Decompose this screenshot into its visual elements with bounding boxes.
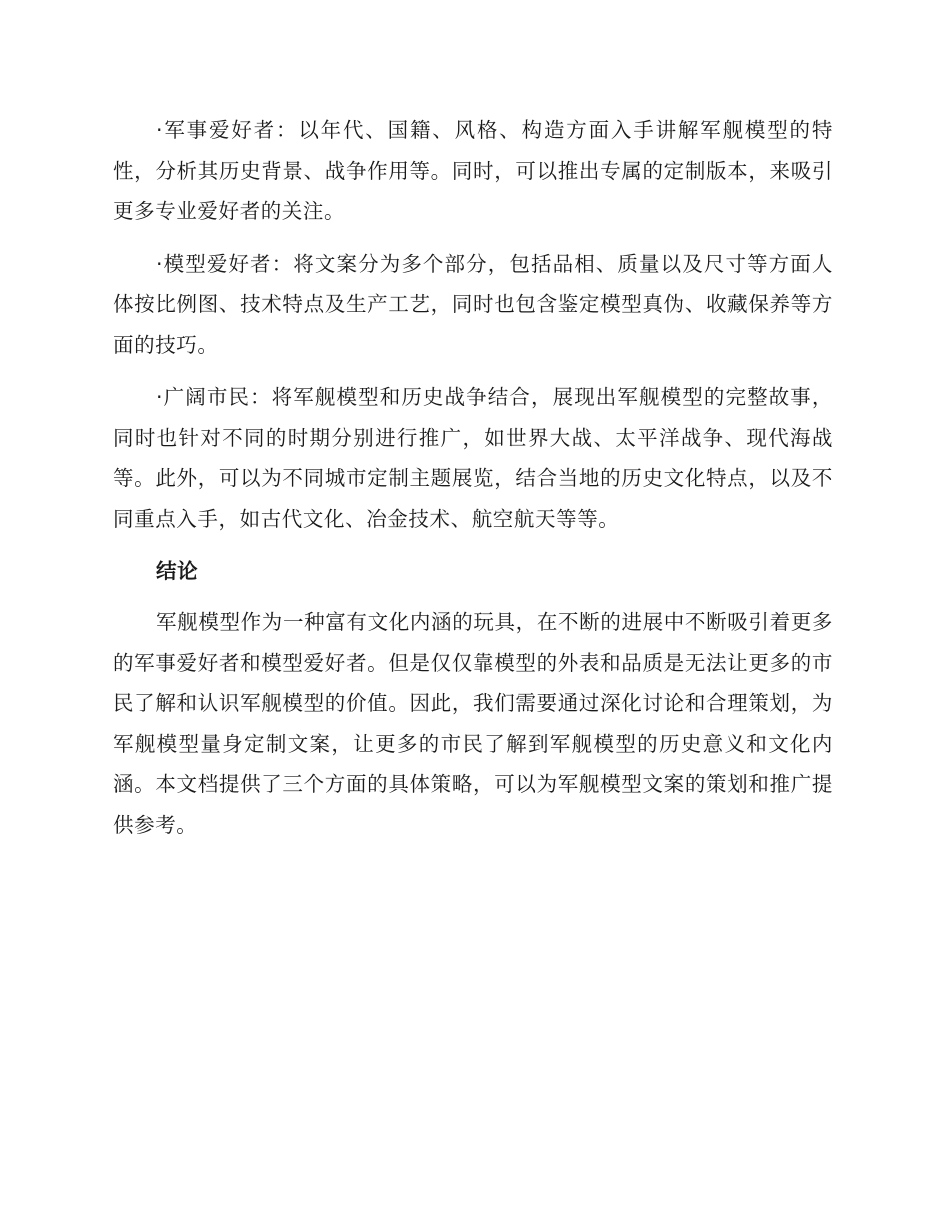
bullet-model-enthusiasts: ·模型爱好者：将文案分为多个部分，包括品相、质量以及尺寸等方面人体按比例图、技术特点及生产工艺，同时也包含鉴定模型真伪、收藏保养等方面的技巧。 xyxy=(113,251,833,357)
bullet-military-enthusiasts: ·军事爱好者：以年代、国籍、风格、构造方面入手讲解军舰模型的特性，分析其历史背景、战争作用等。同时，可以推出专属的定制版本，来吸引更多专业爱好者的关注。 xyxy=(113,118,833,223)
conclusion-paragraph: 军舰模型作为一种富有文化内涵的玩具，在不断的进展中不断吸引着更多的军事爱好者和模型爱好者。但是仅仅靠模型的外表和品质是无法让更多的市民了解和认识军舰模型的价值。因此，我们需要通过深化讨论和合理策划，为军舰模型量身定制文案，让更多的市民了解到军舰模型的历史意义和文化内涵。本文档提供了三个方面的具体策略，可以为军舰模型文案的策划和推广提供参考。 xyxy=(113,610,833,837)
bullet-general-public: ·广阔市民：将军舰模型和历史战争结合，展现出军舰模型的完整故事，同时也针对不同的时期分别进行推广，如世界大战、太平洋战争、现代海战等。此外，可以为不同城市定制主题展览，结合当地的历史文化特点，以及不同重点入手，如古代文化、冶金技术、航空航天等等。 xyxy=(113,385,833,531)
document-content xyxy=(113,110,833,845)
conclusion-heading: 结论 xyxy=(156,559,199,583)
